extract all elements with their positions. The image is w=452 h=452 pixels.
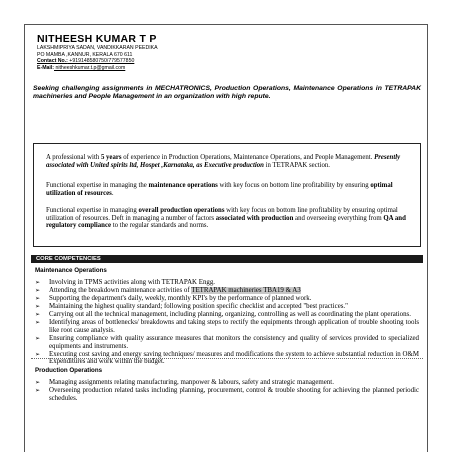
text: with key focus on bottom line profitability by ensuring optimal utilization of resources. Deft in managing a number of factors (46, 207, 398, 222)
text: in TETRAPAK section. (263, 161, 330, 169)
arrow-bullet-icon: ➢ (35, 350, 41, 358)
arrow-bullet-icon: ➢ (35, 335, 41, 343)
text: Functional expertise in managing (46, 207, 139, 214)
list-item (35, 287, 419, 295)
bullet-text: Executing cost saving and energy saving techniques/ measures and modifications the system to achieve substantial reduction in O&M Expenditures and work within the budget. (49, 350, 419, 366)
contact-label: Contact No.: (37, 58, 68, 65)
bullet-text: Maintaining the highest quality standard; following position specific checklist and accepted "best practices." (49, 303, 348, 311)
arrow-bullet-icon: ➢ (35, 295, 41, 303)
text-bold: associated with production (215, 214, 294, 222)
list-item (35, 379, 419, 387)
text: with key focus on bottom line profitability by ensuring (217, 182, 371, 189)
production-operations-title: Production Operations (35, 367, 103, 374)
bullet-text: Supporting the department's daily, weekly, monthly KPI's by the performance of planned work. (49, 295, 312, 303)
list-item (35, 279, 419, 287)
contact-line (37, 58, 158, 65)
profile-summary-box (33, 143, 421, 247)
text: . (111, 189, 114, 197)
bullet-text: Involving in TPMS activities along with TETRAPAK Engg. (49, 279, 216, 286)
text: and overseeing everything from (293, 214, 384, 222)
maintenance-operations-title: Maintenance Operations (35, 267, 107, 274)
list-item (35, 295, 419, 303)
text: A professional with (46, 154, 101, 161)
core-competencies-heading: CORE COMPETENCIES (31, 255, 423, 263)
arrow-bullet-icon: ➢ (35, 387, 41, 395)
text: of experience in Production Operations, Maintenance Operations, and People Management. (121, 154, 375, 161)
resume-page (24, 24, 428, 452)
list-item (35, 387, 419, 402)
resume-header (37, 33, 158, 71)
text-bold: 5 years (100, 154, 122, 161)
email-line (37, 65, 158, 72)
profile-paragraph-2 (46, 182, 410, 197)
text: Functional expertise in managing the (46, 182, 149, 189)
candidate-name: NITHEESH KUMAR T P (37, 33, 157, 45)
production-bullet-list (35, 379, 419, 403)
bullet-text: Ensuring compliance with quality assurance measures that monitors the consistency and quality of services provided to specialized equipments and instruments. (49, 335, 419, 350)
list-item (35, 311, 419, 319)
text-bold: maintenance operations (148, 182, 218, 189)
section-divider (31, 358, 423, 359)
address-line-1: LAKSHMIPRIYA SADAN, VANDIKKARAN PEEDIKA (37, 45, 158, 51)
text-bold-italic: Presently associated with United spirits ltd, Hospet ,Karnataka, as Executive production (46, 154, 401, 169)
arrow-bullet-icon: ➢ (35, 287, 41, 295)
bullet-text: Carrying out all the technical management, including planning, organizing, controlling as well as coordinating the plant operations. (49, 311, 411, 319)
address-line-2: PO MAMBA ,KANNUR, KERALA 670 611 (37, 51, 133, 58)
text-bold: overall production operations (138, 207, 225, 214)
text-bold: optimal utilization of resources (46, 182, 393, 197)
list-item (35, 335, 419, 350)
bullet-text: Managing assignments relating manufacturing, manpower & labours, safety and strategic management. (49, 379, 334, 386)
email-label: E-Mail: (37, 64, 55, 71)
arrow-bullet-icon: ➢ (35, 319, 41, 327)
bullet-text: Identifying areas of bottlenecks/ breakdowns and taking steps to rectify the equipments through application of trouble shooting tools like root cause analysis. (49, 319, 419, 334)
arrow-bullet-icon: ➢ (35, 303, 41, 311)
arrow-bullet-icon: ➢ (35, 279, 41, 286)
profile-paragraph-1 (46, 154, 410, 169)
contact-number: +919148580750/779577850 (67, 58, 135, 65)
text: to the regular standards and norms. (111, 222, 209, 230)
highlighted-text: TETRAPAK machineries TBA19 & A3 (191, 287, 301, 295)
arrow-bullet-icon: ➢ (35, 311, 41, 319)
bullet-text: Attending the breakdown maintenance activities of (49, 287, 192, 295)
career-objective: Seeking challenging assignments in MECHATRONICS, Production Operations, Maintenance Operations in TETRAPAK machineries and People Management in an organization with high repute. (33, 85, 421, 101)
email-address[interactable]: nitheeshkumar.t.p@gmail.com (54, 64, 126, 71)
maintenance-bullet-list (35, 279, 419, 366)
profile-paragraph-3 (46, 207, 410, 230)
list-item (35, 319, 419, 334)
bullet-text: Overseeing production related tasks including planning, procurement, control & trouble shooting for achieving the planned periodic schedules. (49, 387, 419, 402)
list-item (35, 303, 419, 311)
arrow-bullet-icon: ➢ (35, 379, 41, 386)
text-bold: QA and regulatory compliance (46, 214, 406, 230)
